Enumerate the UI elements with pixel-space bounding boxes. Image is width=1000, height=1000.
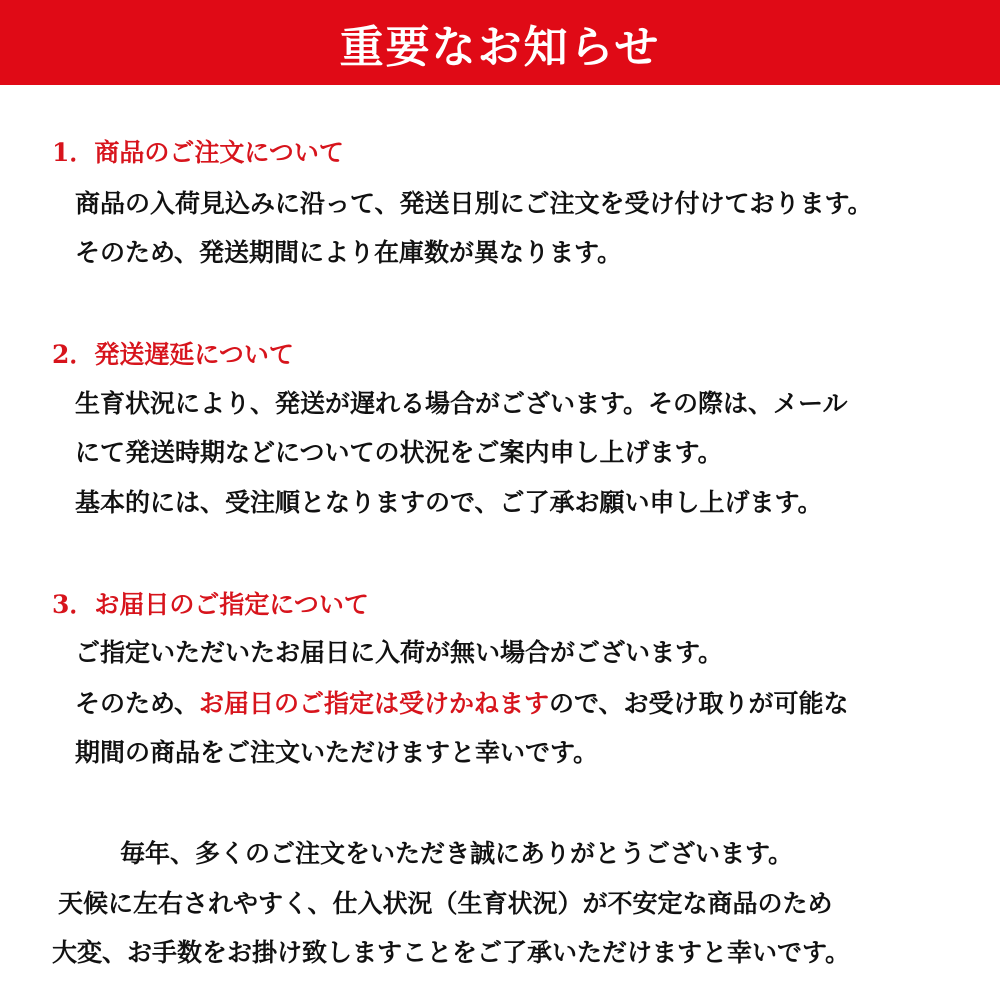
closing-line-2: 天候に左右されやすく、仕入状況（生育状況）が不安定な商品のため: [58, 889, 833, 918]
section-3-line-2-before: そのため、: [75, 689, 200, 718]
header-banner: [0, 0, 1000, 85]
closing-line-1: 毎年、多くのご注文をいただき誠にありがとうございます。: [120, 839, 794, 868]
delivery-date-notice-highlight: お届日のご指定は受けかねます: [199, 689, 550, 718]
closing-line-3: 大変、お手数をお掛け致しますことをご了承いただけますと幸いです。: [52, 938, 851, 967]
section-3-line-2-after: ので、お受け取りが可能な: [549, 689, 849, 718]
section-1-line-2: そのため、発送期間により在庫数が異なります。: [75, 238, 623, 267]
section-3-line-1: ご指定いただいたお届日に入荷が無い場合がございます。: [75, 638, 724, 667]
section-2-line-2: にて発送時期などについての状況をご案内申し上げます。: [75, 438, 723, 467]
section-3-line-2: [75, 684, 849, 720]
section-2-heading: 2．発送遅延について: [52, 340, 294, 369]
section-2-line-3: 基本的には、受注順となりますので、ご了承お願い申し上げます。: [75, 488, 823, 517]
section-1-line-1: 商品の入荷見込みに沿って、発送日別にご注文を受け付けております。: [75, 189, 873, 218]
section-3-line-3: 期間の商品をご注文いただけますと幸いです。: [75, 738, 599, 767]
section-1-heading: 1．商品のご注文について: [52, 138, 344, 167]
section-3-heading: 3．お届日のご指定について: [52, 590, 369, 619]
page-title: 重要なお知らせ: [339, 21, 661, 73]
section-2-line-1: 生育状況により、発送が遅れる場合がございます。その際は、メール: [75, 389, 848, 418]
